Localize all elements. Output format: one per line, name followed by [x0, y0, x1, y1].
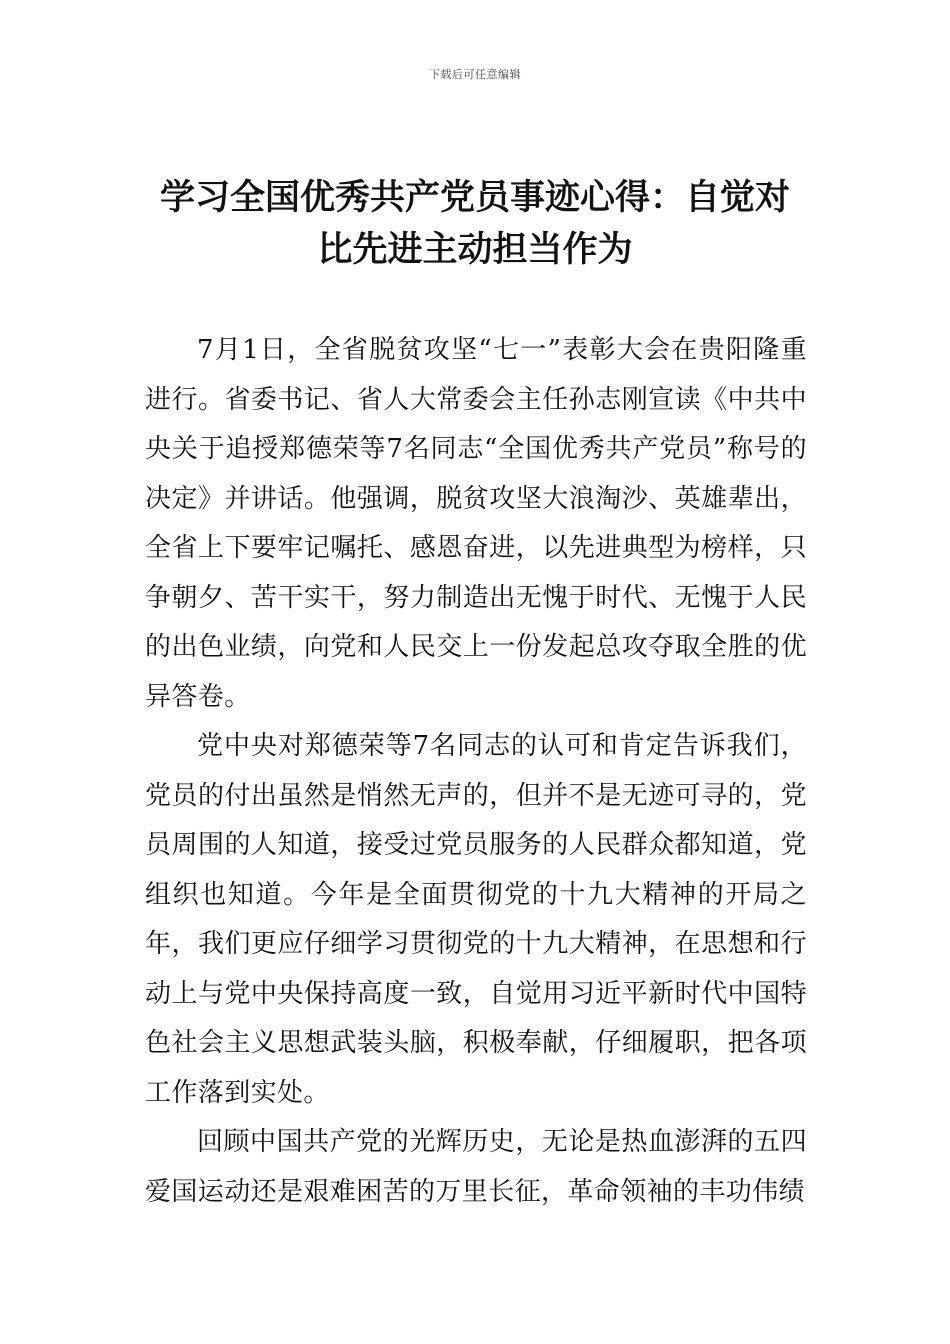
- paragraph-2: 党中央对郑德荣等7名同志的认可和肯定告诉我们，党员的付出虽然是悄然无声的，但并不是无迹可寻的，党员周围的人知道，接受过党员服务的人民群众都知道，党组织也知道。今年是全面贯彻党的十九大精神的开局之年，我们更应仔细学习贯彻党的十九大精神，在思想和行动上与党中央保持高度一致，自觉用习近平新时代中国特色社会主义思想武装头脑，积极奉献，仔细履职，把各项工作落到实处。: [145, 731, 807, 1108]
- paragraph-1: 7月1日，全省脱贫攻坚“七一”表彰大会在贵阳隆重进行。省委书记、省人大常委会主任孙志刚宣读《中共中央关于追授郑德荣等7名同志“全国优秀共产党员”称号的决定》并讲话。他强调，脱贫攻坚大浪淘沙、英雄辈出，全省上下要牢记嘱托、感恩奋进，以先进典型为榜样，只争朝夕、苦干实干，努力制造出无愧于时代、无愧于人民的出色业绩，向党和人民交上一份发起总攻夺取全胜的优异答卷。: [145, 335, 807, 712]
- header-note: 下载后可任意编辑: [429, 68, 521, 81]
- document-body: [145, 326, 807, 1217]
- document-title: 学习全国优秀共产党员事迹心得：自觉对比先进主动担当作为: [159, 178, 790, 270]
- paragraph-3: 回顾中国共产党的光辉历史，无论是热血澎湃的五四爱国运动还是艰难困苦的万里长征，革命领袖的丰功伟绩: [145, 1127, 807, 1207]
